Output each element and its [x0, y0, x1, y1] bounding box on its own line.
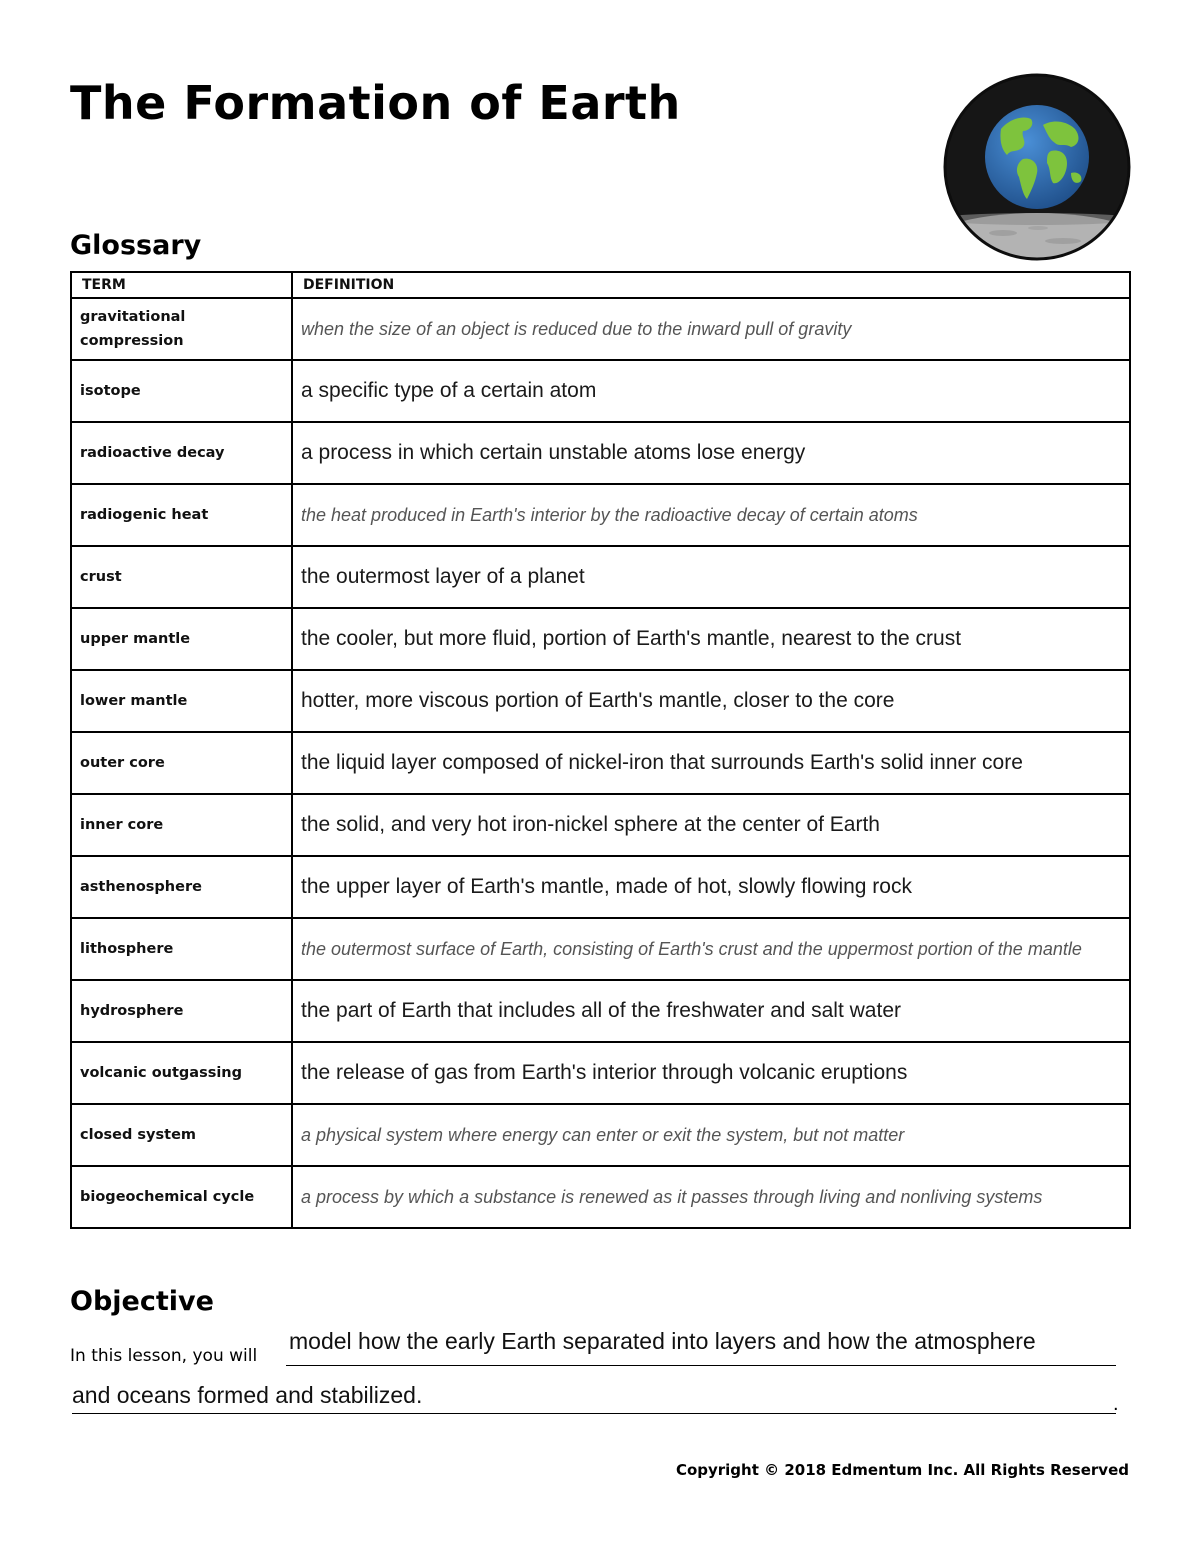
table-row	[71, 546, 1130, 608]
definition-cell: the part of Earth that includes all of the freshwater and salt water	[292, 980, 1130, 1042]
definition-cell: the outermost surface of Earth, consisting of Earth's crust and the uppermost portion of the mantle	[292, 918, 1130, 980]
definition-cell: hotter, more viscous portion of Earth's mantle, closer to the core	[292, 670, 1130, 732]
definition-cell: a specific type of a certain atom	[292, 360, 1130, 422]
term-cell: isotope	[71, 360, 292, 422]
table-row	[71, 794, 1130, 856]
table-row	[71, 856, 1130, 918]
term-cell: volcanic outgassing	[71, 1042, 292, 1104]
table-row	[71, 732, 1130, 794]
glossary-table	[70, 271, 1131, 1229]
objective-answer-line-1: model how the early Earth separated into layers and how the atmosphere	[286, 1326, 1116, 1366]
definition-cell: the cooler, but more fluid, portion of Earth's mantle, nearest to the crust	[292, 608, 1130, 670]
term-cell: closed system	[71, 1104, 292, 1166]
table-row	[71, 484, 1130, 546]
copyright-notice: Copyright © 2018 Edmentum Inc. All Rights Reserved	[675, 1461, 1129, 1479]
glossary-heading: Glossary	[70, 230, 202, 261]
definition-cell: the solid, and very hot iron-nickel sphere at the center of Earth	[292, 794, 1130, 856]
term-cell: radiogenic heat	[71, 484, 292, 546]
definition-cell: the outermost layer of a planet	[292, 546, 1130, 608]
glossary-header-row	[71, 272, 1130, 298]
table-row	[71, 1042, 1130, 1104]
definition-cell: when the size of an object is reduced due to the inward pull of gravity	[292, 298, 1130, 360]
objective-lead-text: In this lesson, you will	[70, 1346, 258, 1366]
table-row	[71, 1104, 1130, 1166]
page-title: The Formation of Earth	[70, 76, 681, 130]
definition-cell: the upper layer of Earth's mantle, made of hot, slowly flowing rock	[292, 856, 1130, 918]
definition-cell: the release of gas from Earth's interior through volcanic eruptions	[292, 1042, 1130, 1104]
table-row	[71, 980, 1130, 1042]
term-cell: crust	[71, 546, 292, 608]
term-cell: gravitational compression	[71, 298, 292, 360]
term-cell: hydrosphere	[71, 980, 292, 1042]
objective-heading: Objective	[70, 1286, 214, 1317]
term-cell: outer core	[71, 732, 292, 794]
term-cell: upper mantle	[71, 608, 292, 670]
objective-end-period: .	[1113, 1393, 1119, 1415]
table-row	[71, 1166, 1130, 1228]
term-cell: lower mantle	[71, 670, 292, 732]
table-row	[71, 298, 1130, 360]
term-cell: inner core	[71, 794, 292, 856]
table-row	[71, 918, 1130, 980]
definition-cell: a process in which certain unstable atoms lose energy	[292, 422, 1130, 484]
glossary-body	[71, 298, 1130, 1228]
term-cell: lithosphere	[71, 918, 292, 980]
term-cell: asthenosphere	[71, 856, 292, 918]
definition-column-header: DEFINITION	[292, 272, 1130, 298]
table-row	[71, 422, 1130, 484]
term-cell: biogeochemical cycle	[71, 1166, 292, 1228]
table-row	[71, 608, 1130, 670]
table-row	[71, 670, 1130, 732]
term-cell: radioactive decay	[71, 422, 292, 484]
definition-cell: a process by which a substance is renewed as it passes through living and nonliving systems	[292, 1166, 1130, 1228]
objective-answer-line-2: and oceans formed and stabilized.	[72, 1380, 1116, 1414]
table-row	[71, 360, 1130, 422]
definition-cell: a physical system where energy can enter or exit the system, but not matter	[292, 1104, 1130, 1166]
definition-cell: the heat produced in Earth's interior by the radioactive decay of certain atoms	[292, 484, 1130, 546]
earth-globe-icon	[943, 73, 1131, 261]
definition-cell: the liquid layer composed of nickel-iron that surrounds Earth's solid inner core	[292, 732, 1130, 794]
term-column-header: TERM	[71, 272, 292, 298]
